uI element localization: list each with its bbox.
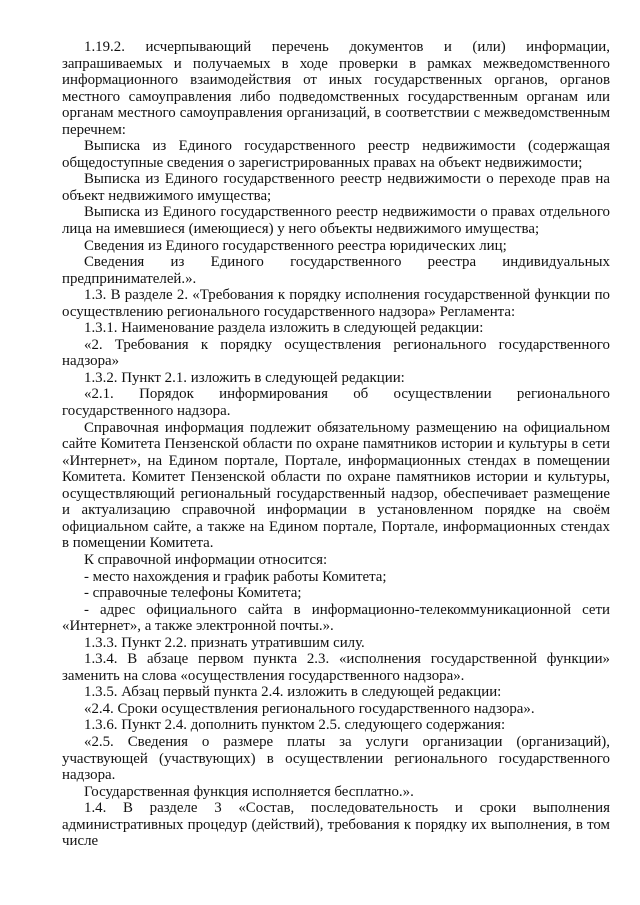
list-item-website: - адрес официального сайта в информационно-телекоммуникационной сети «Интернет», а также электронной почты.». [62,601,610,635]
paragraph-extract-rights-transfer: Выписка из Единого государственного реестр недвижимости о переходе прав на объект недвижимого имущества; [62,171,610,204]
paragraph-1-3: 1.3. В разделе 2. «Требования к порядку исполнения государственной функции по осуществлению регионального государственного надзора» Регламента: [62,287,610,320]
paragraph-section-2-title: «2. Требования к порядку осуществления регионального государственного надзора» [62,336,610,370]
paragraph-free-of-charge: Государственная функция исполняется бесплатно.». [84,783,414,800]
paragraph-1-19-2: 1.19.2. исчерпывающий перечень документов и (или) информации, запрашиваемых и получаемых в ходе проверки в рамках межведомственного информационного взаимодействия от иных государственных органов, органов местного самоуправления либо подведомственных государственным органам или органам местного самоуправления организаций, в соответствии с межведомственным перечнем: [62,39,610,138]
paragraph-extract-public-rights: Выписка из Единого государственного реестр недвижимости (содержащая общедоступные сведения о зарегистрированных правах на объект недвижимости; [62,138,610,171]
paragraph-1-3-5: 1.3.5. Абзац первый пункта 2.4. изложить в следующей редакции: [84,684,502,701]
paragraph-2-1: «2.1. Порядок информирования об осуществлении регионального государственного надзора. [62,386,610,420]
paragraph-1-3-3: 1.3.3. Пункт 2.2. признать утратившим силу. [84,634,365,651]
paragraph-1-3-1: 1.3.1. Наименование раздела изложить в следующей редакции: [84,320,484,337]
paragraph-1-4: 1.4. В разделе 3 «Состав, последовательность и сроки выполнения административных процедур (действий), требования к порядку их выполнения, в том числе [62,800,610,850]
paragraph-1-3-2: 1.3.2. Пункт 2.1. изложить в следующей редакции: [84,369,405,386]
paragraph-1-3-4: 1.3.4. В абзаце первом пункта 2.3. «исполнения государственной функции» заменить на слова «осуществления государственного надзора». [62,651,610,684]
paragraph-entrepreneurs-register: Сведения из Единого государственного реестра индивидуальных предпринимателей.». [62,254,610,287]
list-item-location: - место нахождения и график работы Комитета; [84,568,387,585]
document-body [62,39,610,850]
paragraph-extract-individual-rights: Выписка из Единого государственного реестр недвижимости о правах отдельного лица на имевшиеся (имеющиеся) у него объекты недвижимого имущества; [62,204,610,238]
paragraph-1-3-6: 1.3.6. Пункт 2.4. дополнить пунктом 2.5. следующего содержания: [84,717,506,734]
paragraph-reference-info-list-intro: К справочной информации относится: [84,551,328,568]
paragraph-reference-info: Справочная информация подлежит обязательному размещению на официальном сайте Комитета Пензенской области по охране памятников истории и культуры в сети «Интернет», на Едином портале, Портале, информационных стендах в помещении Комитета. Комитет Пензенской области по охране памятников истории и культуры, осуществляющий региональный государственный надзор, обеспечивает размещение и актуализацию справочной информации в установленном порядке на своём официальном сайте, а также на Едином портале, Портале, информационных стендах в помещении Комитета. [62,419,610,552]
paragraph-2-5: «2.5. Сведения о размере платы за услуги организации (организаций), участвующей (участвующих) в осуществлении регионального государственного надзора. [62,733,610,784]
paragraph-2-4: «2.4. Сроки осуществления регионального государственного надзора». [84,700,535,717]
paragraph-legal-entities-register: Сведения из Единого государственного реестра юридических лиц; [84,237,507,254]
list-item-phones: - справочные телефоны Комитета; [84,585,302,602]
